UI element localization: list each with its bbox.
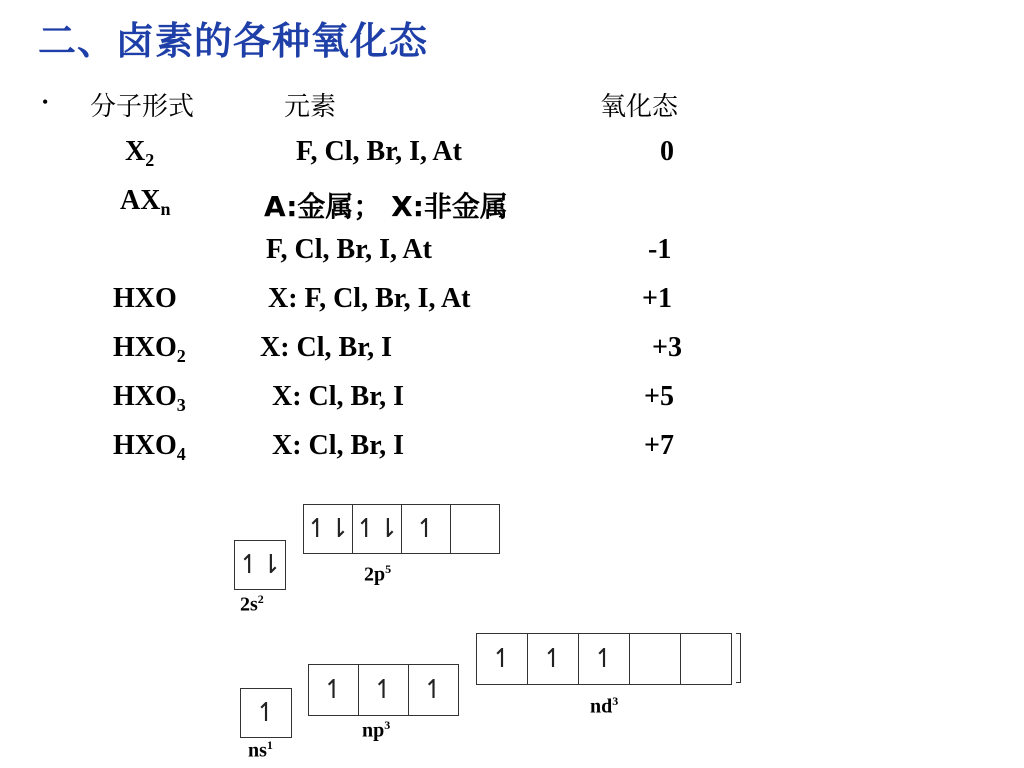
header-oxidation: 氧化态 [600, 92, 679, 122]
state-hxo4: +7 [644, 430, 674, 461]
formula-hxo: HXO [113, 283, 177, 314]
elements-x2: F, Cl, Br, I, At [296, 136, 462, 167]
orbital-cell: ↿ [255, 698, 277, 728]
elements-hxo: X: F, Cl, Br, I, At [268, 283, 471, 314]
orbital-cell: ↿⇂ [353, 505, 402, 553]
orbital-cell: ↿ [422, 675, 445, 705]
page-title: 二、卤素的各种氧化态 [38, 19, 429, 63]
elements-hxo3: X: Cl, Br, I [272, 381, 404, 412]
orbital-2s-label: $2s^2$ [240, 592, 264, 616]
orbital-cell: ↿ [528, 634, 579, 684]
formula-hxo2: $HXO_2$ [113, 332, 186, 366]
orbital-2s-boxes [234, 540, 286, 590]
orbital-np-boxes [308, 664, 459, 716]
formula-hxo4: $HXO_4$ [113, 430, 186, 464]
state-hxo2: +3 [652, 332, 682, 363]
orbital-2p-label: $2p^5$ [364, 562, 392, 586]
elements-axn: A:金属； X:非金属 [264, 190, 508, 223]
elements-halide: F, Cl, Br, I, At [266, 234, 432, 265]
orbital-cell: ↿ [477, 634, 528, 684]
formula-hxo3: $HXO_3$ [113, 381, 186, 415]
orbital-nd-boxes [476, 633, 732, 685]
orbital-cell: ↿ [579, 634, 630, 684]
orbital-nd-bracket [736, 633, 741, 683]
state-x2: 0 [660, 136, 674, 167]
orbital-ns-label: $ns^1$ [248, 738, 273, 762]
formula-axn: $AX_n$ [120, 185, 171, 219]
orbital-cell: ↿ [359, 665, 409, 715]
orbital-cell [630, 634, 681, 684]
orbital-cell: ↿ [402, 505, 451, 553]
orbital-nd-label: $nd^3$ [590, 694, 619, 718]
orbital-cell: ↿ [309, 665, 359, 715]
bullet-marker: • [42, 92, 49, 112]
state-halide: -1 [648, 234, 672, 265]
orbital-cell: ↿⇂ [304, 505, 353, 553]
formula-x2: $X_2$ [125, 136, 155, 170]
orbital-cell [451, 505, 499, 553]
orbital-np-label: $np^3$ [362, 718, 391, 742]
orbital-2p-boxes [303, 504, 500, 554]
orbital-cell [681, 634, 731, 684]
header-form: 分子形式 [90, 92, 195, 122]
elements-hxo2: X: Cl, Br, I [260, 332, 392, 363]
orbital-ns-boxes [240, 688, 292, 738]
elements-hxo4: X: Cl, Br, I [272, 430, 404, 461]
state-hxo3: +5 [644, 381, 674, 412]
orbital-cell: ↿⇂ [238, 550, 282, 580]
state-hxo: +1 [642, 283, 672, 314]
header-element: 元素 [284, 92, 337, 122]
